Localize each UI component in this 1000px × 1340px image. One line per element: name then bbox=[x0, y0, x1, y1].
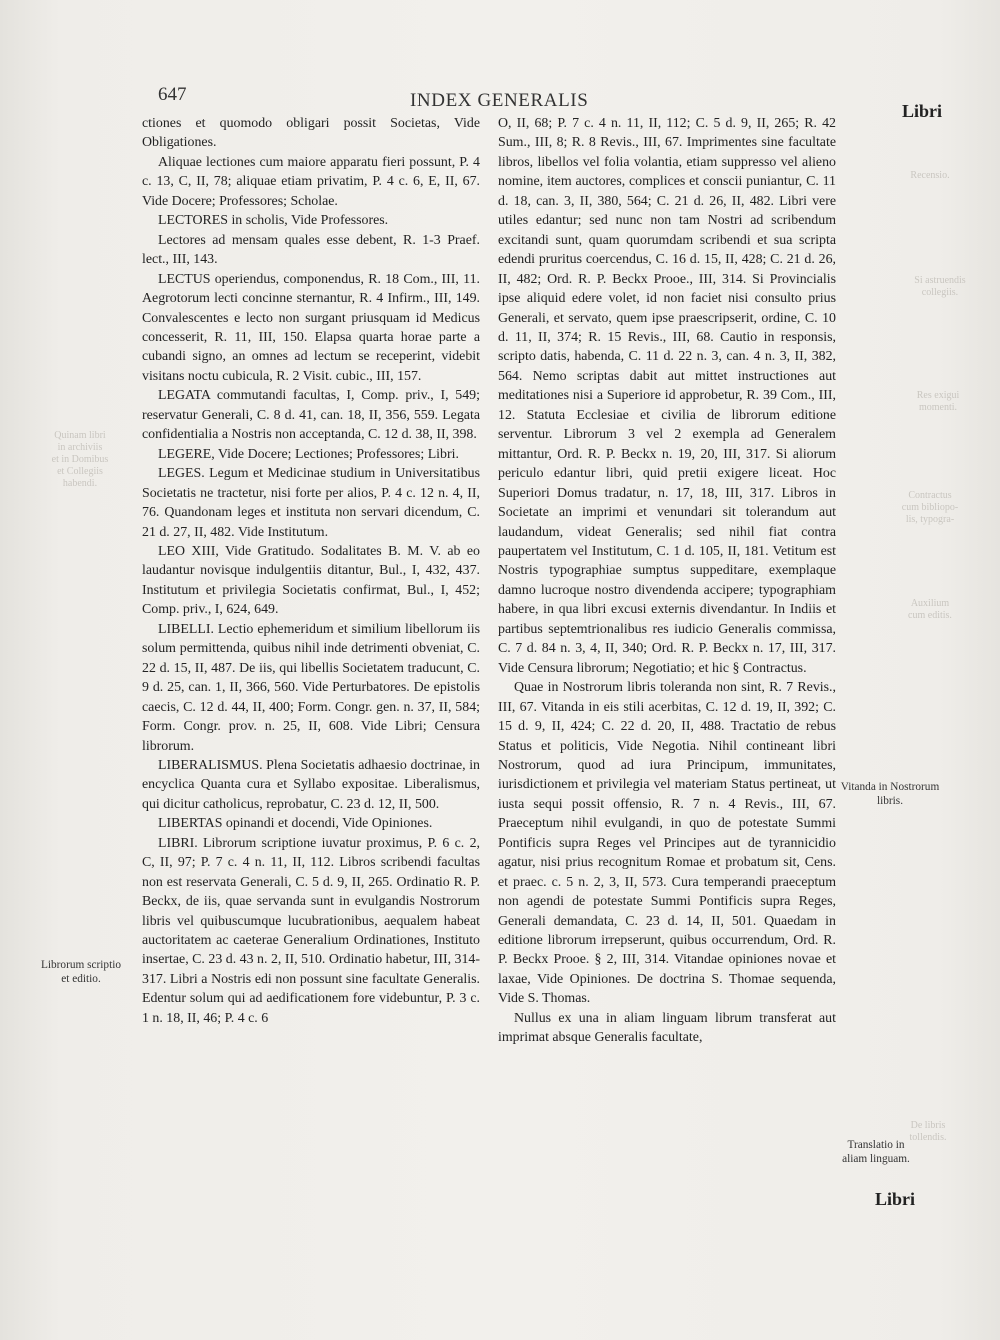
bleed-through-mark: Si astruendis collegiis. bbox=[914, 275, 966, 298]
margin-note-vitanda: Vitanda in Nostrorum libris. bbox=[840, 781, 940, 807]
index-entry: Lectores ad mensam quales esse debent, R. 1-3 Praef. lect., III, 143. bbox=[142, 232, 480, 268]
left-column bbox=[142, 114, 480, 1028]
index-entry: LEGES. Legum et Medicinae studium in Universitatibus Societatis ne tractetur, nisi forte per alios, P. 4 c. 12 n. 4, II, 76. Quandonam leges et instituta non servari dicendum, C. 21 d. 27, II, 482. Vide Institutum. bbox=[142, 466, 480, 540]
index-entry: LIBRI. Librorum scriptione iuvatur proximus, P. 6 c. 2, C, II, 97; P. 7 c. 4 n. 11, II, 112. Libros scribendi facultas non est reservata Generali, C. 5 d. 9, II, 265. Ordinatio R. P. Beckx, de iis, quae servanda sunt in evulgandis Nostrorum libris vel quibuscumque lucubrationibus, aequalem habeat auctoritatem ac caeterae Generalium Ordinationes, Instituto insertae, C. 23 d. 43 n. 2, II, 510. Ordinatio habetur, III, 314-317. Libri a Nostris edi non possunt sine facultate Generalis. Edentur solum qui ad aedificationem fore videbuntur, P. 3 c. 1 n. 18, II, 46; P. 4 c. 6 bbox=[142, 835, 480, 1026]
right-column bbox=[498, 114, 836, 1048]
index-entry: LIBELLI. Lectio ephemeridum et similium libellorum iis solum permittenda, quibus nihil inde detrimenti obveniat, C. 22 d. 15, II, 487. De iis, qui libellis Societatem traducunt, C. 9 d. 25, can. 1, II, 366, 560. Vide Perturbatores. De epistolis caecis, C. 12 d. 44, II, 400; Form. Congr. gen. n. 37, II, 584; Form. Congr. prov. n. 25, II, 608. Vide Libri; Censura librorum. bbox=[142, 621, 480, 754]
bleed-through-mark: Quinam libri in archiviis et in Domibus et Collegiis habendi. bbox=[51, 430, 109, 489]
index-entry: ctiones et quomodo obligari possit Societas, Vide Obligationes. bbox=[142, 116, 480, 151]
index-entry: LIBERALISMUS. Plena Societatis adhaesio doctrinae, in encyclica Quanta cura et Syllabo expositae. Liberalismus, qui dicitur catholicus, reprobatur, C. 23 d. 12, II, 500. bbox=[142, 757, 480, 812]
catchword-top: Libri bbox=[902, 101, 943, 121]
margin-note-librorum: Librorum scriptio et editio. bbox=[40, 959, 121, 985]
index-entry: Nullus ex una in aliam linguam librum transferat aut imprimat absque Generalis facultate, bbox=[498, 1010, 836, 1046]
index-entry: Aliquae lectiones cum maiore apparatu fieri possunt, P. 4 c. 13, C, II, 78; aliquae etiam privatim, P. 4 c. 6, E, II, 67. Vide Docere; Professores; Scholae. bbox=[142, 154, 480, 209]
index-entry: LEO XIII, Vide Gratitudo. Sodalitates B. M. V. ab eo laudantur novisque indulgentiis ditantur, Bul., I, 432, 437. Institutum et privilegia Societatis confirmat, Bul., I, 452; Comp. priv., I, 624, 649. bbox=[142, 543, 480, 618]
bleed-through-mark: Recensio. bbox=[910, 170, 950, 181]
index-entry: Quae in Nostrorum libris toleranda non sint, R. 7 Revis., III, 67. Vitanda in eis stili acerbitas, C. 12 d. 19, II, 392; C. 15 d. 9, II, 424; C. 22 d. 20, II, 488. Tractatio de rebus Status et politicis, Vide Negotia. Nihil contineant libri Nostrorum, quod ad iura Principum, immunitates, iurisdictionem et privilegia vel materiam Status pertineat, ut iusta sequi possit offensio, R. 7 n. 4 Revis., III, 67. Praeceptum nihil evulgandi, in quo de potestate Summi Pontificis supra Reges vel Principes aut de tyrannicidio agatur, nisi prius recognitum Romae et probatum sit, Cens. et praec. c. 5 n. 2, 3, II, 573. Cura temperandi praeceptum non agendi de potestate Summi Pontificis supra Reges, Generali demandata, C. 23 d. 14, II, 501. Quaedam in editione librorum irrepserunt, quibus occurrendum, Ord. R. P. Beckx Prooe. § 2, III, 314. Vitandae opiniones novae et laxae, Vide Opiniones. De doctrina S. Thomae sequenda, Vide S. Thomas. bbox=[498, 680, 836, 1007]
index-entry: LIBERTAS opinandi et docendi, Vide Opiniones. bbox=[158, 816, 433, 832]
index-entry: LECTUS operiendus, componendus, R. 18 Com., III, 11. Aegrotorum lecti concinne sternantur, R. 4 Infirm., III, 149. Convalescentes e lecto non surgant priusquam id Medicus concesserit, R. 11, III, 150. Elapsa quarta horae parte a cubandi signo, an omnes ad lectum se receperint, videbit visitans noctu cubicula, R. 2 Visit. cubic., III, 157. bbox=[142, 271, 480, 384]
index-entry: LEGATA commutandi facultas, I, Comp. priv., I, 549; reservatur Generali, C. 8 d. 41, can. 18, II, 356, 559. Legata confidentialia a Nostris non acceptanda, C. 12 d. 38, II, 398. bbox=[142, 388, 480, 443]
bleed-through-mark: Res exigui momenti. bbox=[916, 390, 960, 413]
bleed-through-mark: De libris tollendis. bbox=[909, 1120, 947, 1143]
bleed-through-mark: Auxilium cum editis. bbox=[908, 598, 952, 621]
margin-note-translatio: Translatio in aliam linguam. bbox=[842, 1139, 910, 1165]
running-head: INDEX GENERALIS bbox=[410, 90, 589, 111]
index-entry: LECTORES in scholis, Vide Professores. bbox=[158, 213, 389, 229]
index-entry: LEGERE, Vide Docere; Lectiones; Professores; Libri. bbox=[158, 446, 459, 462]
catchword-bottom: Libri bbox=[875, 1189, 916, 1209]
index-entry: O, II, 68; P. 7 c. 4 n. 11, II, 112; C. 5 d. 9, II, 265; R. 42 Sum., III, 8; R. 8 Revis., III, 67. Imprimentes sine facultate libros, libellos vel folia volantia, etiam suppresso vel alieno nomine, item auctores, complices et conscii puniantur, C. 11 d. 18, can. 3, II, 380, 564; C. 21 d. 26, II, 482. Libri vere utiles edantur; sed nunc non tam Nostri ad scribendum excitandi sunt, quam quorumdam scribendi et sua scripta edendi pruritus coercendus, C. 16 d. 15, II, 428; C. 21 d. 26, II, 482; Ord. R. P. Beckx Prooe., III, 314. Si Provincialis ipse aliquid edere volet, id non faciet nisi consulto prius Generali, et servato, quem ipse praescripserit, ordine, C. 10 d. 11, II, 374; R. 15 Revis., III, 68. Cautio in responsis, scripto datis, habenda, C. 11 d. 22 n. 3, can. 4 n. 3, II, 382, 564. Nemo scriptas dabit aut mittet instructiones aut meditationes nisi a Superiore id approbetur, R. 39 Com., III, 12. Statuta Ecclesiae et civilia de librorum editione serventur. Librorum 3 vel 2 exempla ad Generalem mittantur, Ord. R. P. Beckx n. 19, 20, III, 317. Si aliorum periculo edantur libri, quid pretii exigere liceat. Hoc Superiori Domus tradatur, n. 17, 18, III, 317. Libros in Societate an imprimi et venundari sit tolerandum aut laudandum, videat Generalis; sed nihil fiat contra paupertatem vel Institutum, C. 1 d. 105, II, 181. Vetitum est Nostris typographiae sumptus suppeditare, exemplaque damno lucroque nostro divendenda accipere; typographiam habere, in qua libri excusi externis divendantur. In Indiis et partibus septemtrionalibus res iudicio Generalis commissa, C. 7 d. 84 n. 3, 4, II, 340; Ord. R. P. Beckx n. 17, III, 317. Vide Censura librorum; Negotiatio; et hic § Contractus. bbox=[498, 116, 836, 676]
page-number: 647 bbox=[158, 84, 187, 105]
bleed-through-mark: Contractus cum bibliopo- lis, typogra- bbox=[901, 490, 959, 525]
